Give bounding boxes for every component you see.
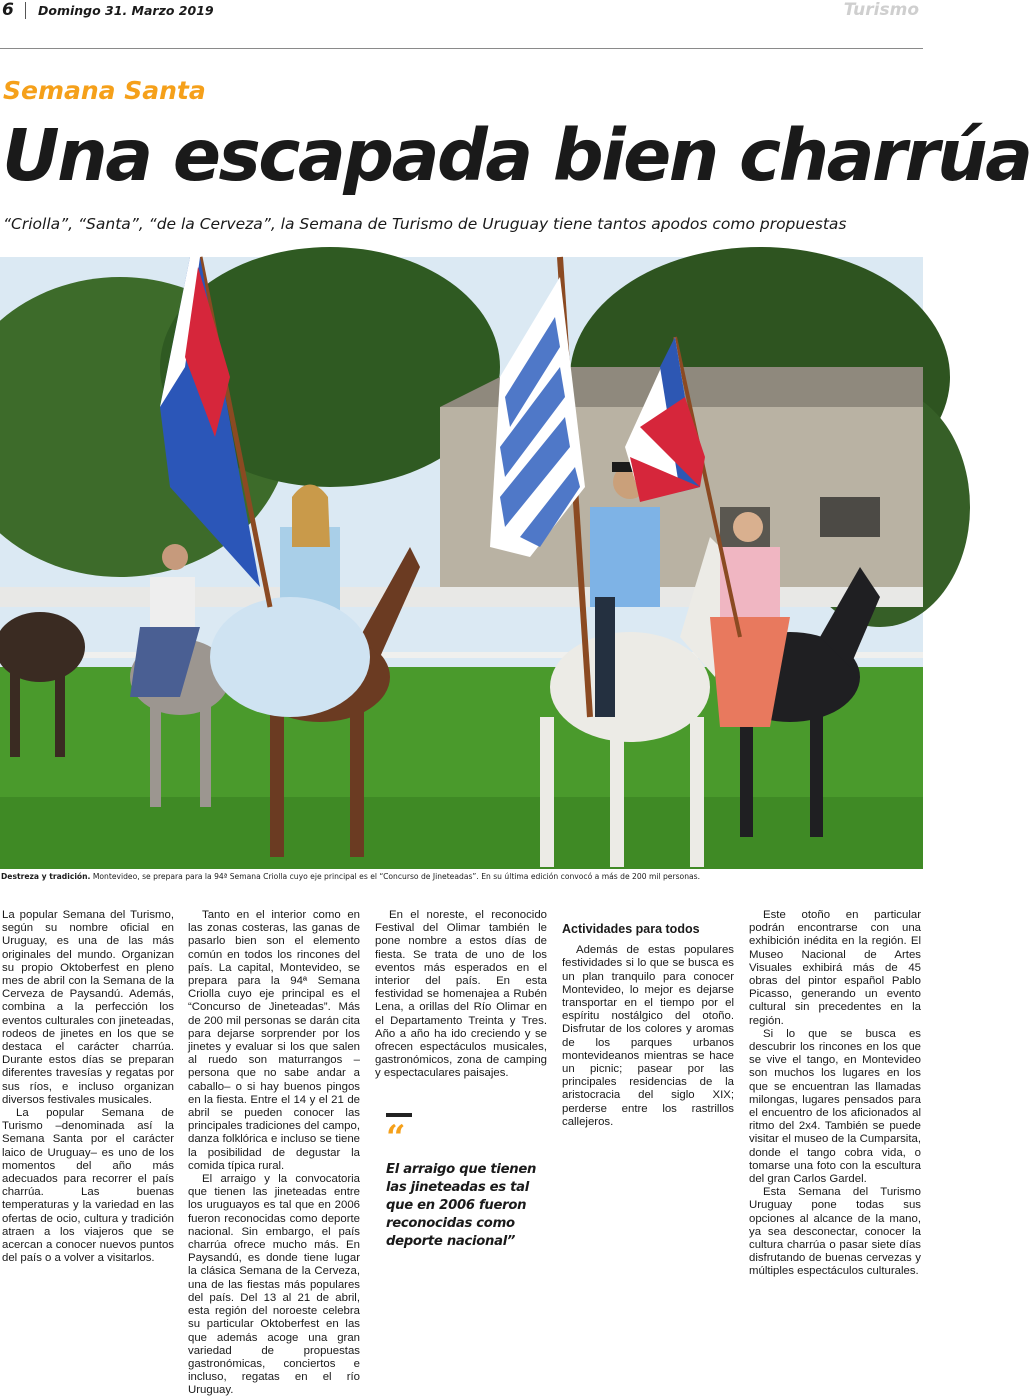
deck: “Criolla”, “Santa”, “de la Cerveza”, la Semana de Turismo de Uruguay tiene tantos apodos como propuestas xyxy=(3,215,847,233)
body-column-2 xyxy=(188,909,360,1398)
issue-date: Domingo 31. Marzo 2019 xyxy=(38,3,214,18)
pull-quote-text: El arraigo que tienen las jineteadas es tal que en 2006 fueron reconocidas como deporte nacional” xyxy=(386,1162,537,1249)
body-column-4 xyxy=(562,909,734,1129)
quote-bar xyxy=(386,1113,412,1117)
lead-photo xyxy=(0,257,923,869)
photo-caption xyxy=(1,872,921,881)
body-paragraph: La popular Semana de Turismo –denominada así la Semana Santa por el carácter laico de Uruguay– es uno de los momentos del año más adecuados para recorrer el país charrúa. Las buenas temperaturas y la variedad en las ofertas de ocio, cultura y tradición atraen a los viajeros que se acercan a conocer nuevos puntos del país o a volver a visitarlos. xyxy=(2,1107,174,1265)
body-column-1 xyxy=(2,909,174,1265)
header-divider xyxy=(25,2,26,19)
body-paragraph: Esta Semana del Turismo Uruguay pone todas sus opciones al alcance de la mano, ya sea desconectar, conocer la cultura charrúa o pasar siete días disfrutando de buenas cervezas y múltiples espectáculos culturales. xyxy=(749,1186,921,1278)
headline: Una escapada bien charrúa xyxy=(2,114,1031,197)
horse-riders-illustration xyxy=(0,257,923,869)
caption-title: Destreza y tradición. xyxy=(1,872,91,881)
subheading: Actividades para todos xyxy=(562,922,700,936)
quote-mark-icon: “ xyxy=(386,1118,406,1158)
body-column-3 xyxy=(375,909,547,1081)
page-number: 6 xyxy=(2,0,14,20)
header-rule xyxy=(0,48,923,49)
body-paragraph: Además de estas populares festividades si lo que se busca es un plan tranquilo para conocer Montevideo, lo mejor es dejarse transportar en el tiempo por el espíritu nostálgico del otoño. Disfrutar de los colores y aromas de los parques urbanos montevideanos mientras se hace un picnic; pasear por las principales residencias de la aristocracia del siglo XIX; perderse entre los rastrillos callejeros. xyxy=(562,944,734,1128)
section-name: Turismo xyxy=(843,0,919,20)
body-paragraph: El arraigo y la convocatoria que tienen las jineteadas entre los uruguayos es tal que en 2006 fueron reconocidas como deporte nacional. Sin embargo, el país charrúa ofrece mucho más. En Paysandú, es donde tiene lugar la clásica Semana de la Cerveza, una de las fiestas más populares del país. Del 13 al 21 de abril, esta región del noroeste celebra su particular Oktoberfest en las que además acoge una gran variedad de propuestas gastronómicas, conciertos e incluso, regatas en el río Uruguay. xyxy=(188,1173,360,1397)
body-paragraph: La popular Semana del Turismo, según su nombre oficial en Uruguay, es una de las más originales del mundo. Organizan su propio Oktoberfest en pleno mes de abril con la Semana de la Cerveza de Paysandú. Además, combina a la perfección los eventos culturales con jineteadas, rodeos de jinetes en los que se destaca el carácter charrúa. Durante estos días se preparan diferentes travesías y regatas por sus ríos, e incluso organizan diversos festivales musicales. xyxy=(2,909,174,1106)
body-column-5 xyxy=(749,909,921,1279)
body-paragraph: En el noreste, el reconocido Festival del Olimar también le pone nombre a estos días de fiesta. Se trata de uno de los eventos más esperados en el interior del país. En esta festividad se homenajea a Rubén Lena, a orillas del Río Olimar en el Departamento Treinta y Tres. Año a año ha ido creciendo y se ofrecen espectáculos musicales, gastronómicos, zona de camping y espectaculares paisajes. xyxy=(375,909,547,1080)
body-paragraph: Si lo que se busca es descubrir los rincones en los que se vive el tango, en Montevideo son muchos los lugares en los que se encuentran las llamadas milongas, lugares pensados para el encuentro de los aficionados al ritmo del 2x4. También se puede visitar el museo de la Cumparsita, donde el tango cobra vida, o tomarse una foto con la escultura del gran Carlos Gardel. xyxy=(749,1027,921,1186)
body-paragraph: Este otoño en particular podrán encontrarse con una exhibición inédita en la región. El Museo Nacional de Artes Visuales exhibirá más de 45 obras del pintor español Pablo Picasso, generando un evento cultural sin precedentes en la región. xyxy=(749,909,921,1027)
body-paragraph: Tanto en el interior como en las zonas costeras, las ganas de pasarlo bien son el elemento común en todos los rincones del país. La capital, Montevideo, se prepara para la 94ª Semana Criolla cuyo eje principal es el “Concurso de Jineteadas”. Más de 200 mil personas se darán cita para dejarse sorprender por los jinetes y evaluar si los que salen al ruedo son maturrangos –persona que no sabe andar a caballo– o si hay buenos pingos en la fiesta. Entre el 14 y el 21 de abril se pueden conocer las principales tradiciones del campo, danza folklórica e incluso se tiene la posibilidad de degustar la comida típica rural. xyxy=(188,909,360,1172)
kicker: Semana Santa xyxy=(3,76,206,105)
pull-quote xyxy=(386,1113,551,1251)
caption-text: Montevideo, se prepara para la 94ª Semana Criolla cuyo eje principal es el “Concurso de Jineteadas”. En su última edición convocó a más de 200 mil personas. xyxy=(90,872,701,881)
